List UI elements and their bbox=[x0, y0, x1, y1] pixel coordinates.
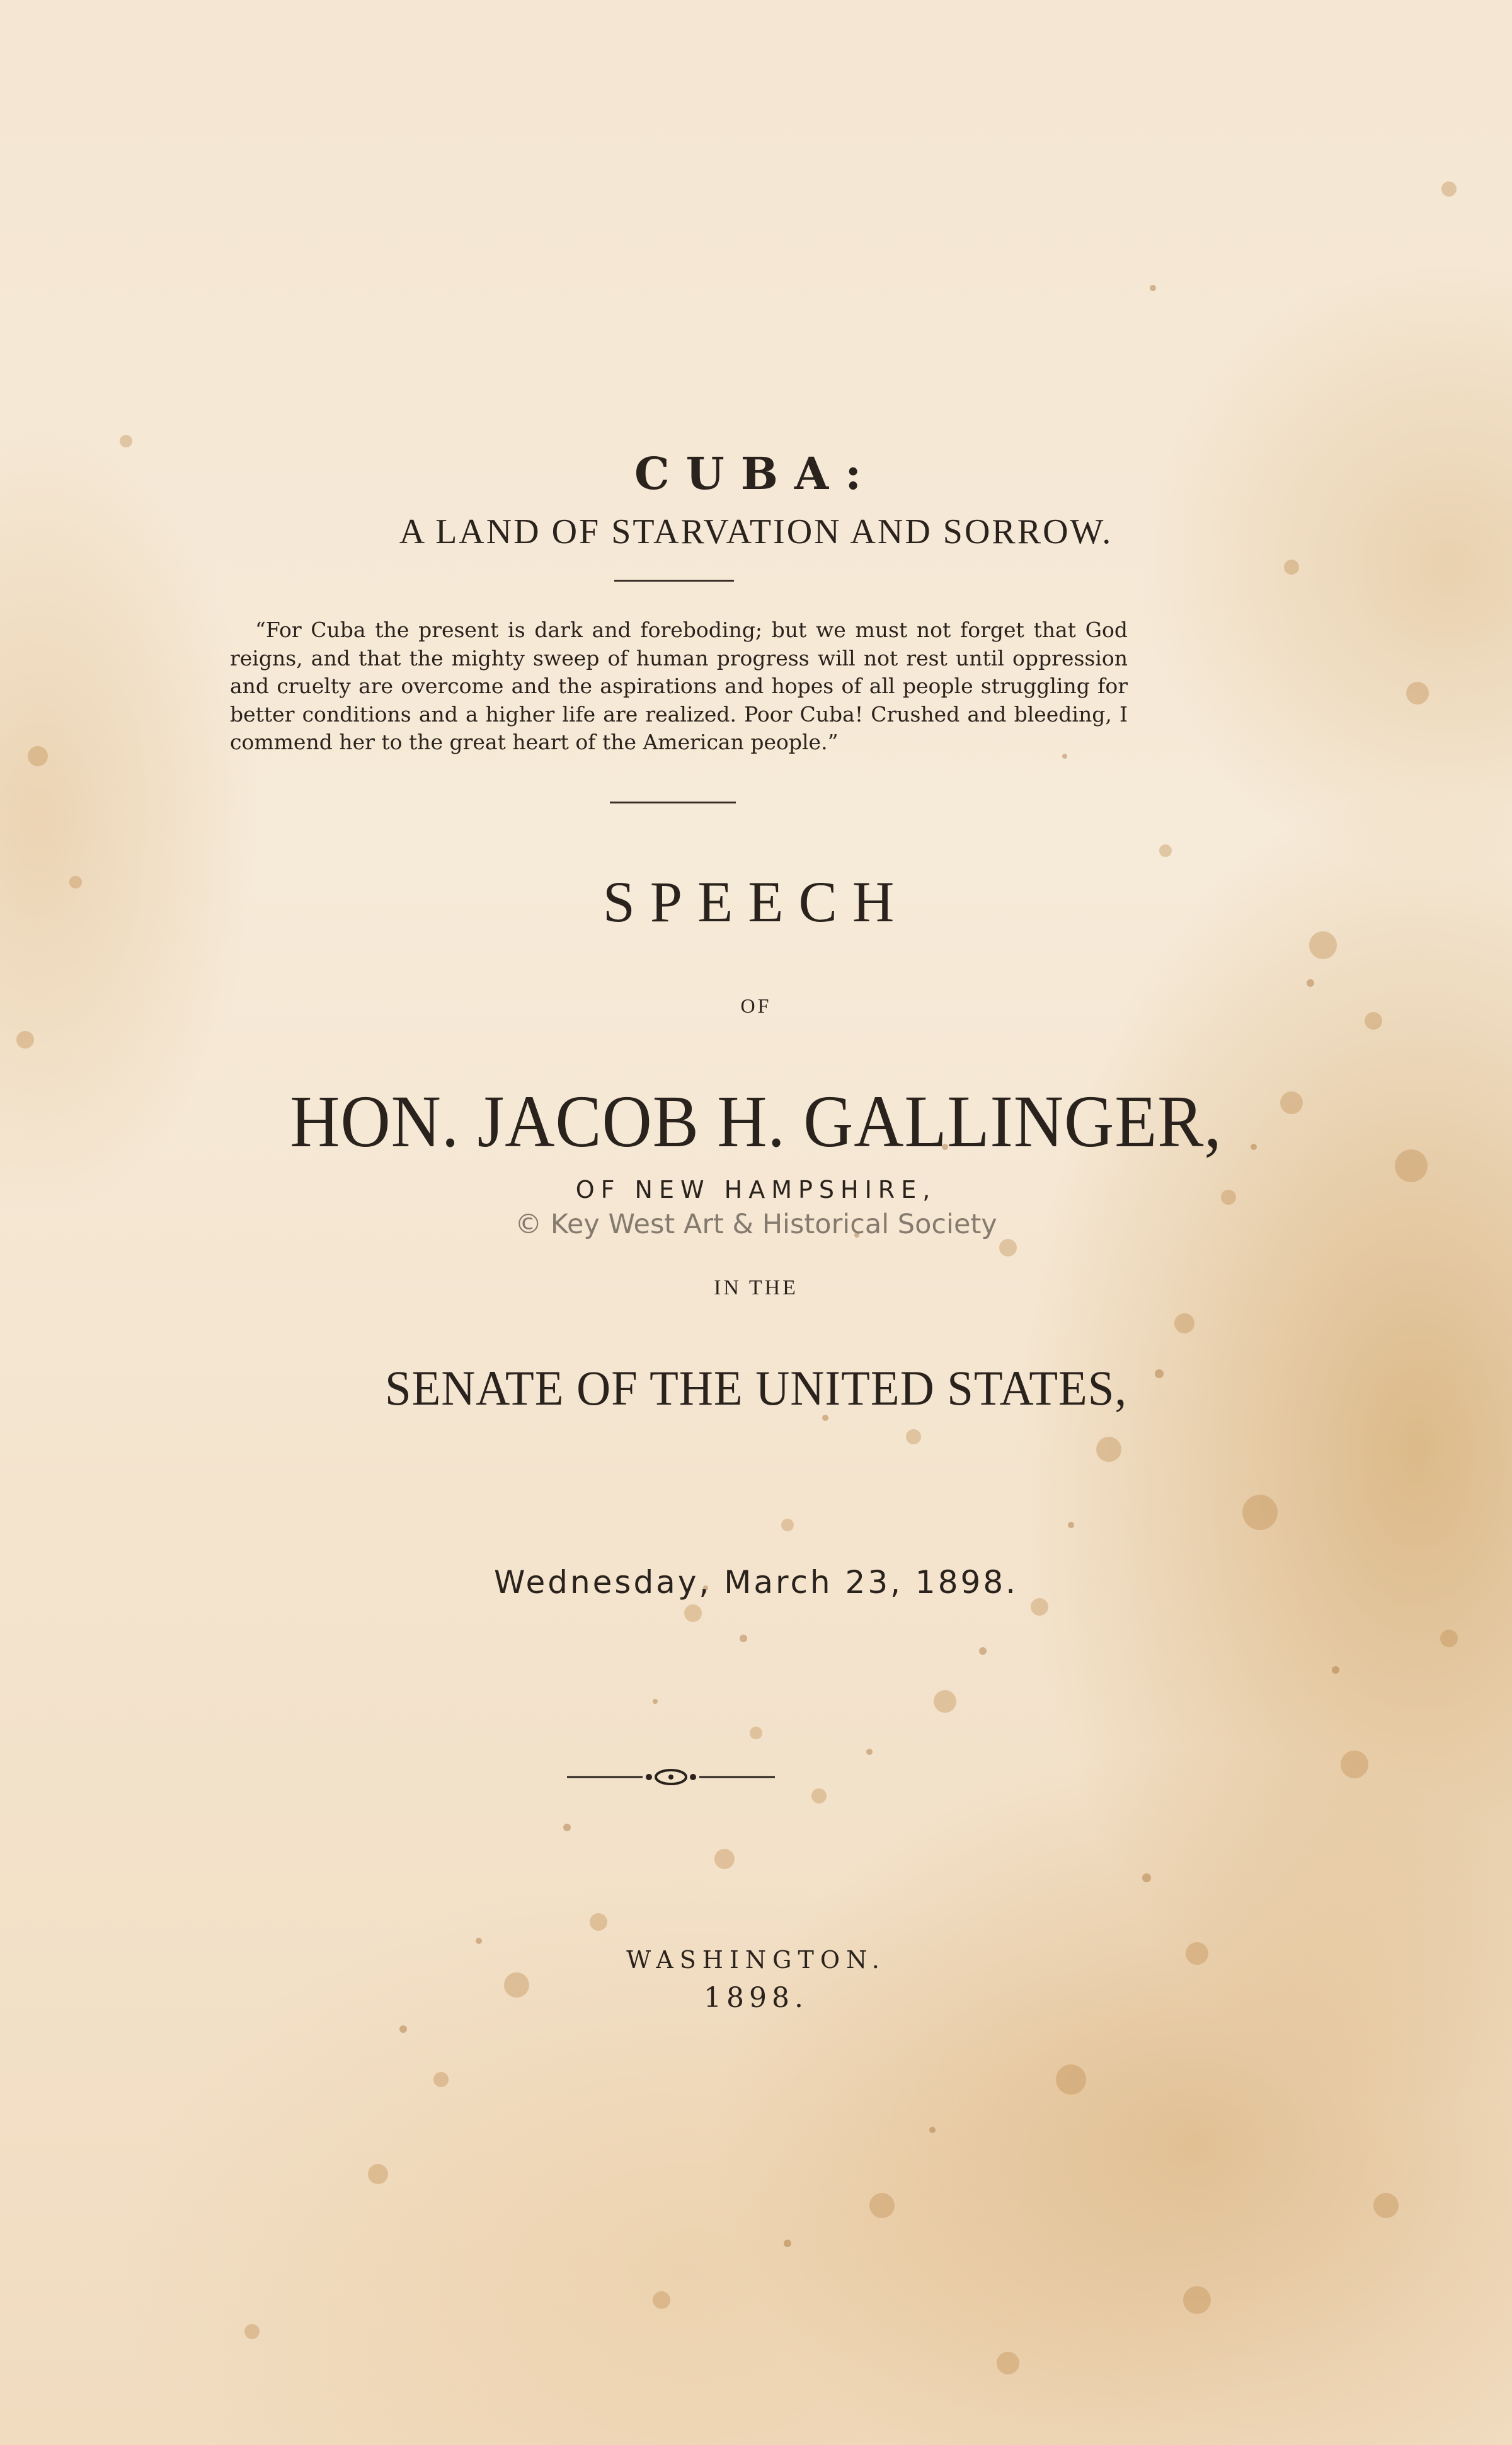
subtitle: A LAND OF STARVATION AND SORROW. bbox=[399, 512, 1113, 551]
speaker-state: OF NEW HAMPSHIRE, bbox=[575, 1176, 937, 1204]
in-the-label: IN THE bbox=[714, 1276, 798, 1299]
divider-rule-top bbox=[614, 580, 734, 582]
legislative-body: SENATE OF THE UNITED STATES, bbox=[384, 1361, 1128, 1415]
copyright-watermark: © Key West Art & Historical Society bbox=[515, 1209, 997, 1240]
title: CUBA: bbox=[634, 447, 878, 500]
speech-heading: SPEECH bbox=[602, 870, 910, 934]
epigraph-quote bbox=[230, 616, 1128, 757]
epigraph-text: “For Cuba the present is dark and foreboding; but we must not forget that God reigns, and that the mighty sweep of human progress will not rest until oppression and cruelty are overcome and the aspirations and hopes of all people struggling for better conditions and a higher life are realized. Poor Cuba! Crushed and bleeding, I commend her to the great heart of the American people.” bbox=[230, 618, 1128, 754]
imprint-city: WASHINGTON. bbox=[626, 1946, 886, 1974]
imprint-year: 1898. bbox=[704, 1982, 808, 2014]
speech-date: Wednesday, March 23, 1898. bbox=[493, 1564, 1019, 1601]
divider-rule-bottom bbox=[610, 802, 736, 803]
of-label: OF bbox=[740, 994, 772, 1017]
speaker-name: HON. JACOB H. GALLINGER, bbox=[290, 1080, 1222, 1163]
ornament-divider-icon bbox=[567, 1761, 775, 1793]
